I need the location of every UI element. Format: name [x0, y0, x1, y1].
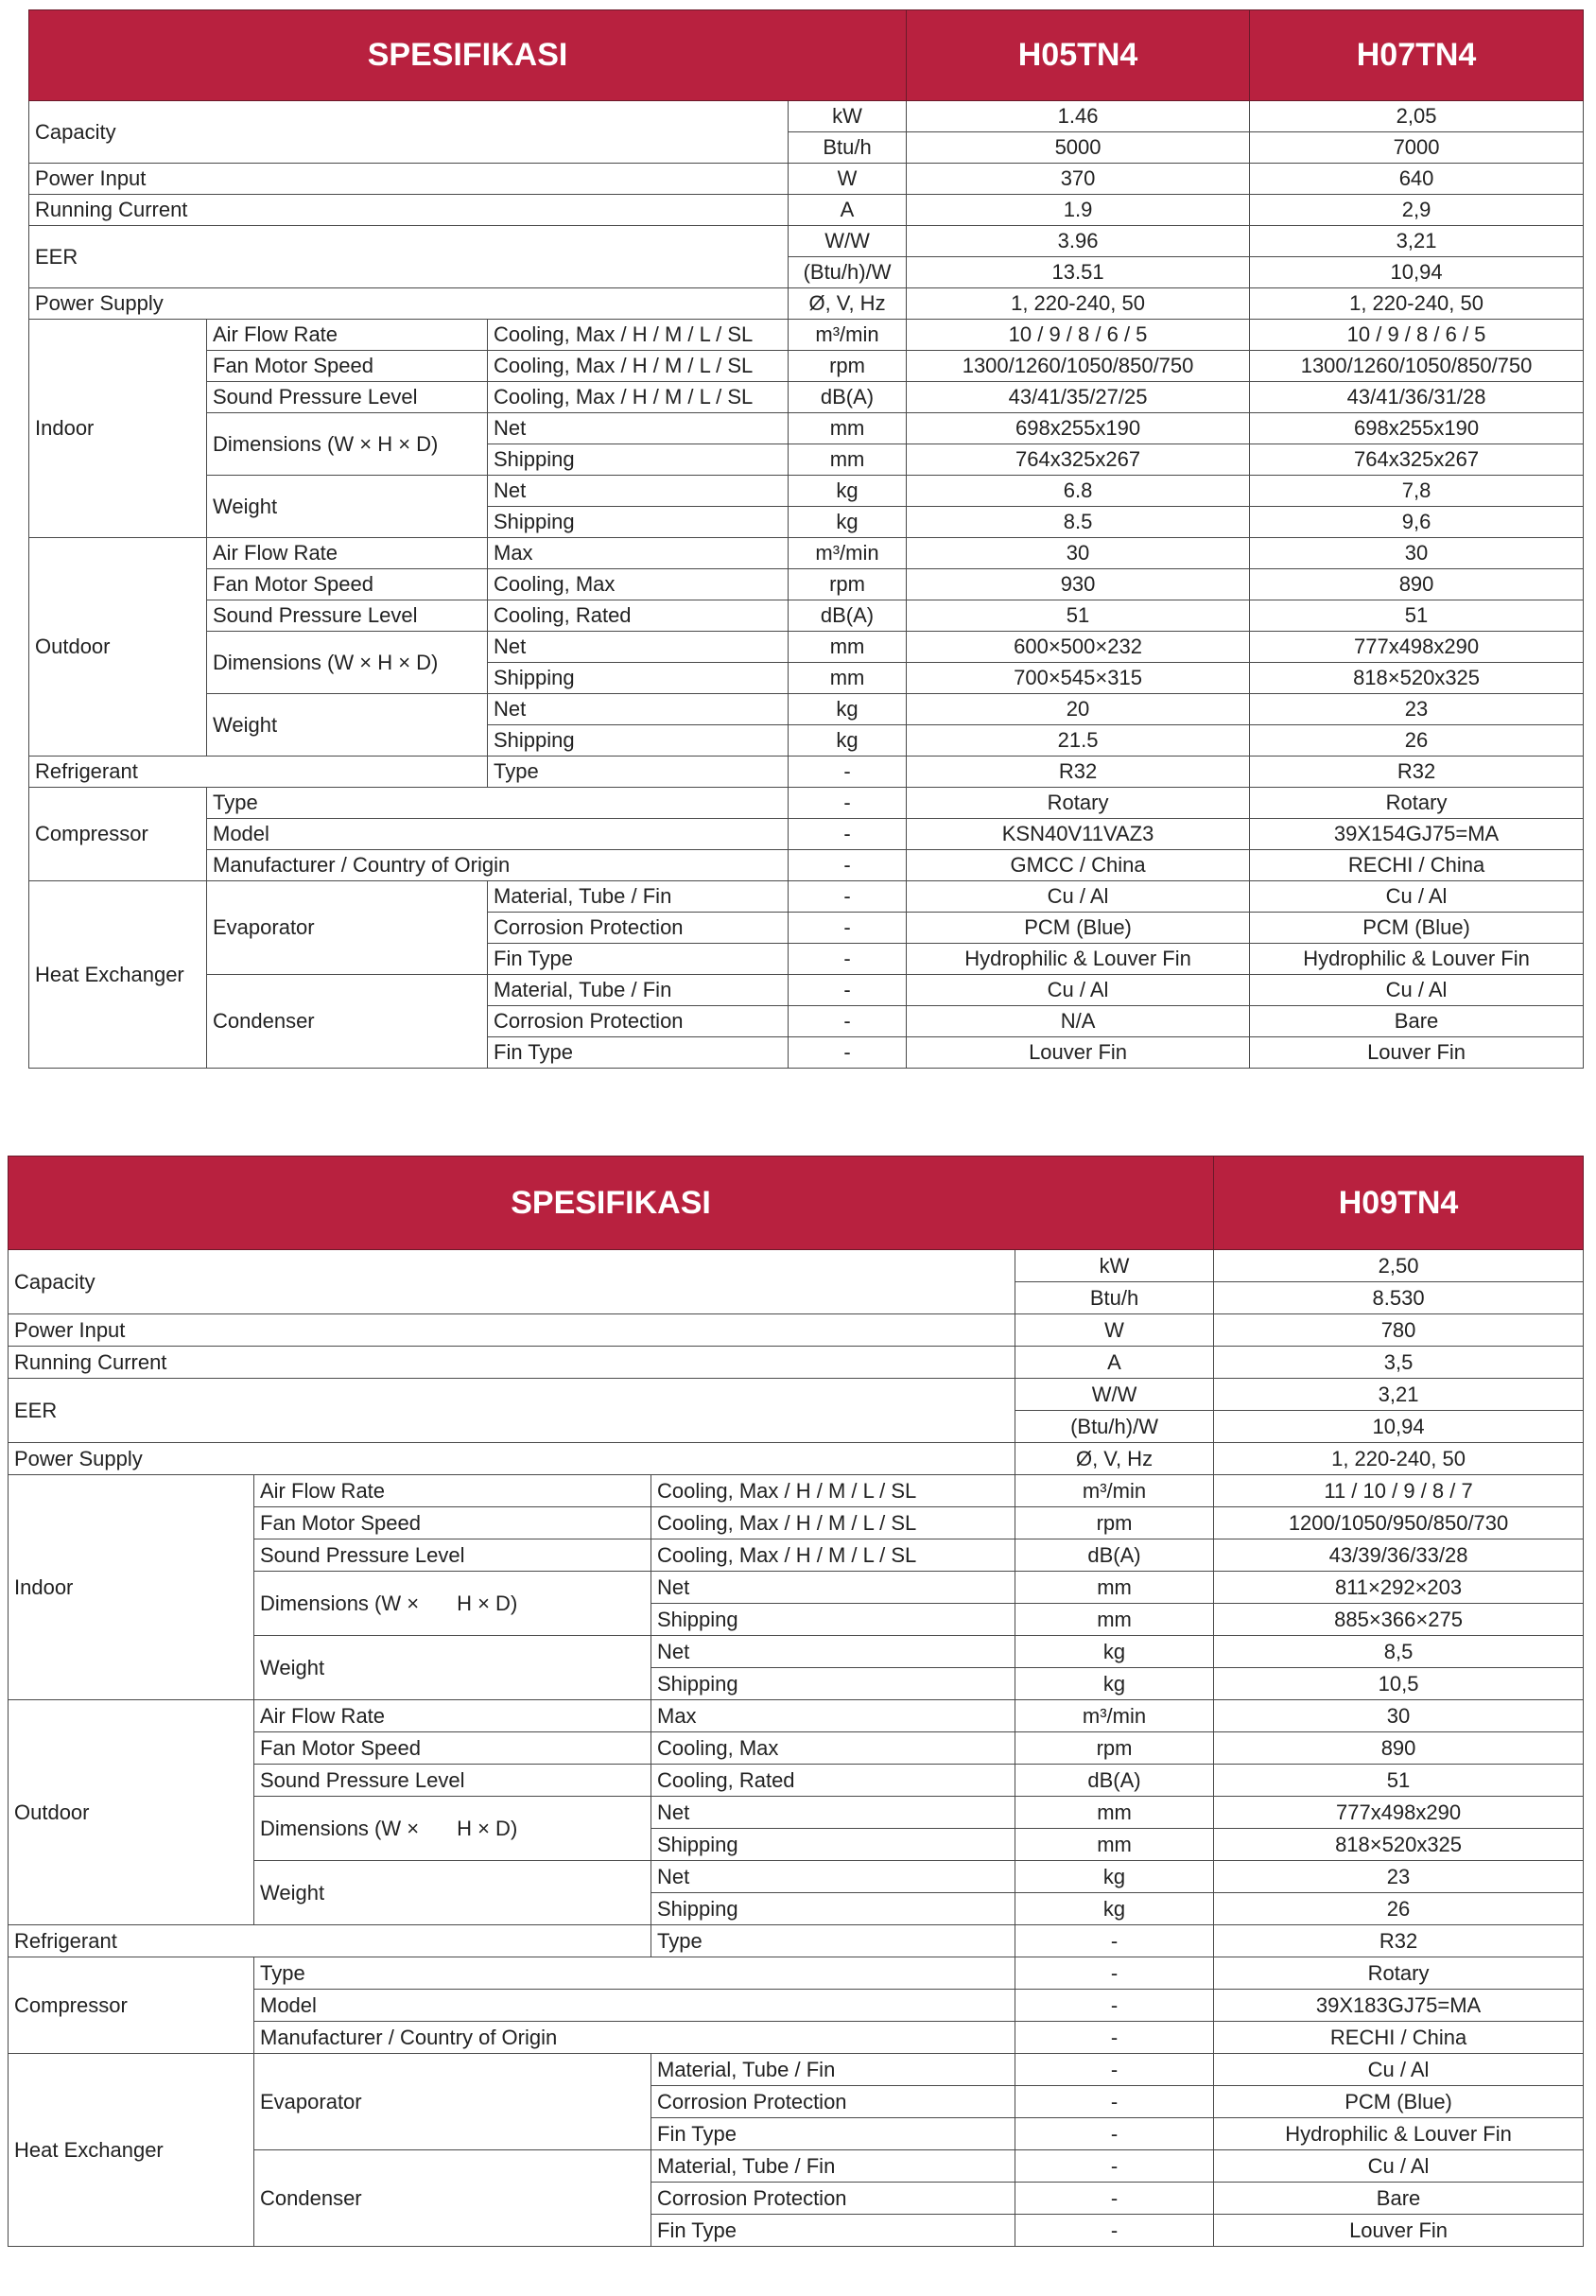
unit-cell: W/W	[789, 226, 907, 257]
sub-label: Sound Pressure Level	[207, 382, 488, 413]
unit-cell: kW	[1015, 1250, 1214, 1282]
sub-label: Weight	[207, 694, 488, 757]
value-cell: 1.46	[907, 101, 1250, 132]
value-cell: 1300/1260/1050/850/750	[1250, 351, 1584, 382]
table-row	[9, 1314, 1584, 1347]
table-row	[29, 476, 1584, 507]
value-cell: 818×520x325	[1250, 663, 1584, 694]
unit-cell: -	[1015, 1990, 1214, 2022]
unit-cell: -	[789, 913, 907, 944]
mode-label: Cooling, Max	[488, 569, 789, 600]
unit-cell: -	[789, 819, 907, 850]
value-cell: 777x498x290	[1250, 632, 1584, 663]
value-cell: 11 / 10 / 9 / 8 / 7	[1214, 1475, 1584, 1507]
unit-cell: kg	[1015, 1636, 1214, 1668]
dimensions-label-b: H × D)	[457, 1816, 518, 1840]
table-row	[29, 538, 1584, 569]
value-cell: 930	[907, 569, 1250, 600]
unit-cell: -	[1015, 2150, 1214, 2183]
unit-cell: -	[789, 944, 907, 975]
unit-cell: -	[1015, 2183, 1214, 2215]
row-label-power-supply: Power Supply	[9, 1443, 1015, 1475]
value-cell: 1200/1050/950/850/730	[1214, 1507, 1584, 1539]
value-cell: 7,8	[1250, 476, 1584, 507]
row-label-eer: EER	[29, 226, 789, 288]
value-cell: 10,5	[1214, 1668, 1584, 1700]
spec-table-h09	[8, 1156, 1584, 2247]
unit-cell: m³/min	[789, 538, 907, 569]
table-row	[29, 195, 1584, 226]
value-cell: 26	[1250, 725, 1584, 757]
unit-cell: kg	[789, 725, 907, 757]
unit-cell: -	[1015, 1925, 1214, 1957]
value-cell: PCM (Blue)	[1214, 2086, 1584, 2118]
table-row	[29, 694, 1584, 725]
group-label-heat-exchanger: Heat Exchanger	[9, 2054, 254, 2247]
value-cell: Cu / Al	[1214, 2150, 1584, 2183]
value-cell: 10 / 9 / 8 / 6 / 5	[1250, 320, 1584, 351]
table-row	[29, 320, 1584, 351]
mode-label: Material, Tube / Fin	[488, 881, 789, 913]
mode-label: Fin Type	[651, 2215, 1015, 2247]
unit-cell: -	[1015, 2118, 1214, 2150]
value-cell: 51	[907, 600, 1250, 632]
value-cell: Louver Fin	[1250, 1037, 1584, 1069]
sub-label: Model	[254, 1990, 1015, 2022]
mode-label: Net	[651, 1636, 1015, 1668]
table-row	[29, 819, 1584, 850]
table-row	[29, 975, 1584, 1006]
sub-label: Air Flow Rate	[254, 1475, 651, 1507]
unit-cell: -	[789, 881, 907, 913]
spec-heading: SPESIFIKASI	[29, 10, 907, 101]
mode-label: Shipping	[488, 507, 789, 538]
unit-cell: m³/min	[1015, 1700, 1214, 1732]
value-cell: 600×500×232	[907, 632, 1250, 663]
unit-cell: Ø, V, Hz	[1015, 1443, 1214, 1475]
mode-label: Material, Tube / Fin	[488, 975, 789, 1006]
table-row	[9, 2054, 1584, 2086]
value-cell: 3.96	[907, 226, 1250, 257]
value-cell: Cu / Al	[1250, 975, 1584, 1006]
unit-cell: mm	[789, 413, 907, 444]
unit-cell: -	[789, 1006, 907, 1037]
unit-cell: mm	[1015, 1797, 1214, 1829]
mode-label: Shipping	[488, 444, 789, 476]
mode-label: Corrosion Protection	[651, 2183, 1015, 2215]
sub-label: Manufacturer / Country of Origin	[207, 850, 789, 881]
sub-label: Sound Pressure Level	[254, 1765, 651, 1797]
spec-table-h05-h07	[28, 9, 1584, 1069]
mode-label: Cooling, Max / H / M / L / SL	[651, 1475, 1015, 1507]
value-cell: 9,6	[1250, 507, 1584, 538]
mode-label: Shipping	[651, 1829, 1015, 1861]
value-cell: 43/41/36/31/28	[1250, 382, 1584, 413]
dimensions-label-a: Dimensions (W ×	[260, 1816, 420, 1840]
sub-label: Condenser	[207, 975, 488, 1069]
value-cell: 23	[1214, 1861, 1584, 1893]
table-row	[29, 850, 1584, 881]
value-cell: 30	[1214, 1700, 1584, 1732]
table-row	[9, 1347, 1584, 1379]
row-label-power-input: Power Input	[29, 164, 789, 195]
mode-label: Type	[488, 757, 789, 788]
spec-heading: SPESIFIKASI	[9, 1157, 1214, 1250]
unit-cell: rpm	[1015, 1507, 1214, 1539]
value-cell: Bare	[1250, 1006, 1584, 1037]
row-label-power-input: Power Input	[9, 1314, 1015, 1347]
table-row	[29, 351, 1584, 382]
table-row	[9, 1700, 1584, 1732]
value-cell: 30	[907, 538, 1250, 569]
value-cell: Cu / Al	[1250, 881, 1584, 913]
model-heading-h09tn4: H09TN4	[1214, 1157, 1584, 1250]
row-label-refrigerant: Refrigerant	[9, 1925, 651, 1957]
mode-label: Corrosion Protection	[488, 913, 789, 944]
table-row	[29, 600, 1584, 632]
value-cell: 885×366×275	[1214, 1604, 1584, 1636]
unit-cell: kg	[1015, 1861, 1214, 1893]
value-cell: 3,21	[1214, 1379, 1584, 1411]
value-cell: Hydrophilic & Louver Fin	[1250, 944, 1584, 975]
unit-cell: rpm	[789, 569, 907, 600]
group-label-compressor: Compressor	[9, 1957, 254, 2054]
mode-label: Fin Type	[488, 1037, 789, 1069]
value-cell: Bare	[1214, 2183, 1584, 2215]
table-header-row	[9, 1157, 1584, 1250]
table-row	[9, 1925, 1584, 1957]
unit-cell: rpm	[789, 351, 907, 382]
mode-label: Max	[488, 538, 789, 569]
value-cell: 1, 220-240, 50	[1214, 1443, 1584, 1475]
mode-label: Shipping	[651, 1668, 1015, 1700]
sub-label: Fan Motor Speed	[254, 1507, 651, 1539]
value-cell: 23	[1250, 694, 1584, 725]
mode-label: Shipping	[488, 663, 789, 694]
mode-label: Cooling, Rated	[488, 600, 789, 632]
value-cell: 3,5	[1214, 1347, 1584, 1379]
unit-cell: dB(A)	[1015, 1539, 1214, 1572]
group-label-outdoor: Outdoor	[29, 538, 207, 757]
mode-label: Type	[651, 1925, 1015, 1957]
sub-label: Type	[254, 1957, 1015, 1990]
table-row	[9, 1250, 1584, 1282]
value-cell: 8,5	[1214, 1636, 1584, 1668]
value-cell: 890	[1214, 1732, 1584, 1765]
value-cell: 2,9	[1250, 195, 1584, 226]
mode-label: Net	[651, 1797, 1015, 1829]
sub-label: Condenser	[254, 2150, 651, 2247]
mode-label: Cooling, Max / H / M / L / SL	[651, 1507, 1015, 1539]
value-cell: 43/41/35/27/25	[907, 382, 1250, 413]
value-cell: 21.5	[907, 725, 1250, 757]
unit-cell: -	[1015, 2022, 1214, 2054]
value-cell: 43/39/36/33/28	[1214, 1539, 1584, 1572]
unit-cell: W	[1015, 1314, 1214, 1347]
value-cell: 8.530	[1214, 1282, 1584, 1314]
value-cell: PCM (Blue)	[1250, 913, 1584, 944]
mode-label: Net	[488, 413, 789, 444]
sub-label-dimensions	[254, 1572, 651, 1636]
row-label-power-supply: Power Supply	[29, 288, 789, 320]
sub-label: Evaporator	[254, 2054, 651, 2150]
unit-cell: W/W	[1015, 1379, 1214, 1411]
table-row	[29, 632, 1584, 663]
value-cell: 2,50	[1214, 1250, 1584, 1282]
mode-label: Shipping	[651, 1893, 1015, 1925]
unit-cell: rpm	[1015, 1732, 1214, 1765]
value-cell: Louver Fin	[907, 1037, 1250, 1069]
mode-label: Shipping	[651, 1604, 1015, 1636]
table-row	[29, 757, 1584, 788]
value-cell: 698x255x190	[1250, 413, 1584, 444]
value-cell: 780	[1214, 1314, 1584, 1347]
mode-label: Shipping	[488, 725, 789, 757]
mode-label: Net	[488, 632, 789, 663]
value-cell: 3,21	[1250, 226, 1584, 257]
mode-label: Net	[488, 476, 789, 507]
value-cell: 5000	[907, 132, 1250, 164]
value-cell: 10 / 9 / 8 / 6 / 5	[907, 320, 1250, 351]
row-label-capacity: Capacity	[29, 101, 789, 164]
value-cell: 6.8	[907, 476, 1250, 507]
sub-label: Weight	[254, 1636, 651, 1700]
row-label-running-current: Running Current	[29, 195, 789, 226]
table-row	[29, 413, 1584, 444]
unit-cell: -	[789, 788, 907, 819]
row-label-eer: EER	[9, 1379, 1015, 1443]
value-cell: Hydrophilic & Louver Fin	[1214, 2118, 1584, 2150]
sub-label: Fan Motor Speed	[207, 569, 488, 600]
value-cell: 13.51	[907, 257, 1250, 288]
group-label-heat-exchanger: Heat Exchanger	[29, 881, 207, 1069]
value-cell: GMCC / China	[907, 850, 1250, 881]
mode-label: Net	[488, 694, 789, 725]
sub-label: Fan Motor Speed	[254, 1732, 651, 1765]
value-cell: 890	[1250, 569, 1584, 600]
value-cell: RECHI / China	[1214, 2022, 1584, 2054]
value-cell: Rotary	[907, 788, 1250, 819]
value-cell: 811×292×203	[1214, 1572, 1584, 1604]
value-cell: 1, 220-240, 50	[1250, 288, 1584, 320]
unit-cell: kg	[1015, 1668, 1214, 1700]
unit-cell: A	[1015, 1347, 1214, 1379]
value-cell: 20	[907, 694, 1250, 725]
value-cell: 1.9	[907, 195, 1250, 226]
mode-label: Material, Tube / Fin	[651, 2150, 1015, 2183]
value-cell: 764x325x267	[1250, 444, 1584, 476]
mode-label: Net	[651, 1572, 1015, 1604]
value-cell: N/A	[907, 1006, 1250, 1037]
unit-cell: (Btu/h)/W	[1015, 1411, 1214, 1443]
table-row	[29, 788, 1584, 819]
sub-label: Evaporator	[207, 881, 488, 975]
group-label-indoor: Indoor	[29, 320, 207, 538]
model-heading-h07tn4: H07TN4	[1250, 10, 1584, 101]
unit-cell: -	[1015, 2054, 1214, 2086]
sub-label-dimensions	[254, 1797, 651, 1861]
unit-cell: kg	[789, 476, 907, 507]
table-row	[9, 1379, 1584, 1411]
unit-cell: m³/min	[789, 320, 907, 351]
unit-cell: W	[789, 164, 907, 195]
mode-label: Cooling, Max / H / M / L / SL	[488, 351, 789, 382]
table-header-row	[29, 10, 1584, 101]
table-row	[29, 382, 1584, 413]
sub-label: Manufacturer / Country of Origin	[254, 2022, 1015, 2054]
value-cell: 777x498x290	[1214, 1797, 1584, 1829]
value-cell: 370	[907, 164, 1250, 195]
value-cell: PCM (Blue)	[907, 913, 1250, 944]
unit-cell: mm	[789, 663, 907, 694]
mode-label: Cooling, Max / H / M / L / SL	[651, 1539, 1015, 1572]
table-row	[29, 164, 1584, 195]
mode-label: Net	[651, 1861, 1015, 1893]
value-cell: 39X183GJ75=MA	[1214, 1990, 1584, 2022]
unit-cell: mm	[789, 444, 907, 476]
table-row	[29, 101, 1584, 132]
value-cell: 26	[1214, 1893, 1584, 1925]
unit-cell: kg	[1015, 1893, 1214, 1925]
mode-label: Cooling, Max / H / M / L / SL	[488, 320, 789, 351]
value-cell: 51	[1214, 1765, 1584, 1797]
value-cell: Cu / Al	[1214, 2054, 1584, 2086]
value-cell: 1300/1260/1050/850/750	[907, 351, 1250, 382]
group-label-outdoor: Outdoor	[9, 1700, 254, 1925]
table-row	[9, 1475, 1584, 1507]
value-cell: KSN40V11VAZ3	[907, 819, 1250, 850]
dimensions-label-b: H × D)	[457, 1591, 518, 1615]
sub-label: Dimensions (W × H × D)	[207, 413, 488, 476]
sub-label: Type	[207, 788, 789, 819]
unit-cell: -	[789, 757, 907, 788]
unit-cell: Ø, V, Hz	[789, 288, 907, 320]
unit-cell: -	[789, 975, 907, 1006]
value-cell: R32	[1214, 1925, 1584, 1957]
value-cell: RECHI / China	[1250, 850, 1584, 881]
value-cell: 7000	[1250, 132, 1584, 164]
mode-label: Cooling, Max / H / M / L / SL	[488, 382, 789, 413]
value-cell: 2,05	[1250, 101, 1584, 132]
group-label-compressor: Compressor	[29, 788, 207, 881]
unit-cell: -	[1015, 1957, 1214, 1990]
value-cell: 51	[1250, 600, 1584, 632]
sub-label: Sound Pressure Level	[254, 1539, 651, 1572]
value-cell: Hydrophilic & Louver Fin	[907, 944, 1250, 975]
value-cell: 30	[1250, 538, 1584, 569]
unit-cell: A	[789, 195, 907, 226]
row-label-capacity: Capacity	[9, 1250, 1015, 1314]
mode-label: Corrosion Protection	[651, 2086, 1015, 2118]
sub-label: Air Flow Rate	[207, 538, 488, 569]
dimensions-label-a: Dimensions (W ×	[260, 1591, 420, 1615]
value-cell: 640	[1250, 164, 1584, 195]
unit-cell: Btu/h	[1015, 1282, 1214, 1314]
unit-cell: mm	[1015, 1604, 1214, 1636]
table-row	[9, 1443, 1584, 1475]
value-cell: R32	[1250, 757, 1584, 788]
unit-cell: mm	[1015, 1572, 1214, 1604]
unit-cell: kg	[789, 507, 907, 538]
unit-cell: Btu/h	[789, 132, 907, 164]
sub-label: Air Flow Rate	[207, 320, 488, 351]
table-row	[29, 288, 1584, 320]
unit-cell: mm	[789, 632, 907, 663]
value-cell: Louver Fin	[1214, 2215, 1584, 2247]
value-cell: Rotary	[1250, 788, 1584, 819]
sub-label: Model	[207, 819, 789, 850]
unit-cell: -	[789, 850, 907, 881]
group-label-indoor: Indoor	[9, 1475, 254, 1700]
unit-cell: dB(A)	[1015, 1765, 1214, 1797]
value-cell: Rotary	[1214, 1957, 1584, 1990]
mode-label: Corrosion Protection	[488, 1006, 789, 1037]
value-cell: 700×545×315	[907, 663, 1250, 694]
value-cell: 698x255x190	[907, 413, 1250, 444]
unit-cell: mm	[1015, 1829, 1214, 1861]
value-cell: Cu / Al	[907, 881, 1250, 913]
unit-cell: dB(A)	[789, 382, 907, 413]
value-cell: Cu / Al	[907, 975, 1250, 1006]
sub-label: Fan Motor Speed	[207, 351, 488, 382]
unit-cell: -	[1015, 2086, 1214, 2118]
table-row	[29, 569, 1584, 600]
value-cell: 764x325x267	[907, 444, 1250, 476]
row-label-running-current: Running Current	[9, 1347, 1015, 1379]
unit-cell: dB(A)	[789, 600, 907, 632]
unit-cell: kW	[789, 101, 907, 132]
value-cell: R32	[907, 757, 1250, 788]
row-label-refrigerant: Refrigerant	[29, 757, 488, 788]
sub-label: Air Flow Rate	[254, 1700, 651, 1732]
mode-label: Fin Type	[651, 2118, 1015, 2150]
unit-cell: -	[789, 1037, 907, 1069]
value-cell: 8.5	[907, 507, 1250, 538]
unit-cell: m³/min	[1015, 1475, 1214, 1507]
unit-cell: -	[1015, 2215, 1214, 2247]
value-cell: 39X154GJ75=MA	[1250, 819, 1584, 850]
sub-label: Weight	[207, 476, 488, 538]
unit-cell: kg	[789, 694, 907, 725]
mode-label: Material, Tube / Fin	[651, 2054, 1015, 2086]
unit-cell: (Btu/h)/W	[789, 257, 907, 288]
mode-label: Max	[651, 1700, 1015, 1732]
value-cell: 10,94	[1214, 1411, 1584, 1443]
mode-label: Cooling, Max	[651, 1732, 1015, 1765]
value-cell: 818×520x325	[1214, 1829, 1584, 1861]
mode-label: Fin Type	[488, 944, 789, 975]
value-cell: 10,94	[1250, 257, 1584, 288]
mode-label: Cooling, Rated	[651, 1765, 1015, 1797]
sub-label: Weight	[254, 1861, 651, 1925]
table-row	[29, 881, 1584, 913]
sub-label: Dimensions (W × H × D)	[207, 632, 488, 694]
model-heading-h05tn4: H05TN4	[907, 10, 1250, 101]
table-row	[29, 226, 1584, 257]
sub-label: Sound Pressure Level	[207, 600, 488, 632]
table-row	[9, 1957, 1584, 1990]
value-cell: 1, 220-240, 50	[907, 288, 1250, 320]
